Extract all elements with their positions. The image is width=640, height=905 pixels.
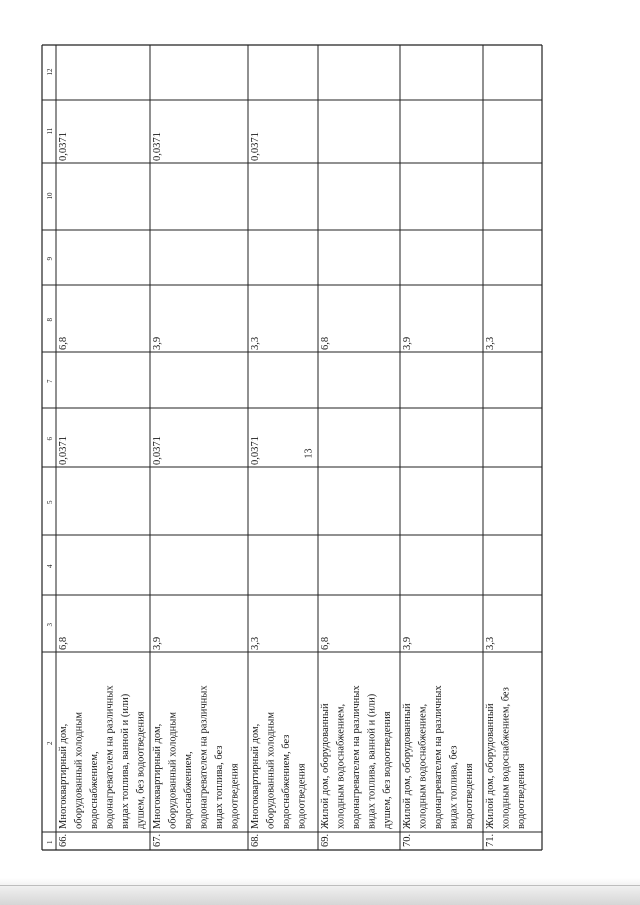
- row-description-line: водоотведения: [464, 763, 475, 829]
- row-description-line: душем, без водоотведения: [382, 711, 393, 829]
- scan-bottom-edge: [0, 878, 640, 905]
- row-description-line: Жилой дом, оборудованный: [402, 703, 413, 829]
- column-header: 6: [46, 437, 54, 441]
- row-description-line: Жилой дом, оборудованный: [320, 703, 331, 829]
- row-number: 67.: [152, 833, 163, 847]
- row-description-line: Многоквартирный дом,: [58, 723, 69, 829]
- column-header: 4: [46, 564, 54, 568]
- row-number: 69.: [320, 833, 331, 847]
- row-description-line: Жилой дом, оборудованный: [485, 703, 496, 829]
- row-description-line: водонагревателем на различных: [351, 685, 362, 829]
- row-description-line: холодным водоснабжением,: [335, 703, 347, 829]
- row-number: 66.: [58, 833, 69, 847]
- cell-value: 0,0371: [250, 436, 261, 465]
- cell-value: 0,0371: [58, 132, 69, 161]
- row-description-line: водонагревателем на различных: [104, 685, 116, 829]
- scan-bottom-line: [0, 885, 640, 886]
- row-description-line: водонагревателем на различных: [198, 685, 210, 829]
- cell-value: 0,0371: [250, 132, 261, 161]
- cell-value: 3,9: [402, 636, 413, 650]
- column-header: 8: [46, 318, 54, 322]
- cell-value: 3,9: [152, 336, 163, 350]
- row-description-line: видах топлива, без: [214, 745, 225, 829]
- cell-value: 3,3: [485, 336, 496, 350]
- row-number: 71.: [485, 833, 496, 847]
- row-description-line: оборудованный холодным: [167, 712, 179, 829]
- column-header: 2: [46, 741, 54, 745]
- row-description-line: душем, без водоотведения: [135, 711, 147, 829]
- column-header: 1: [46, 840, 54, 844]
- row-number: 70.: [402, 833, 413, 847]
- cell-value: 0,0371: [58, 436, 69, 465]
- column-header: 11: [46, 127, 54, 135]
- cell-value: 6,8: [320, 336, 331, 350]
- cell-value: 6,8: [58, 636, 69, 650]
- column-header: 3: [46, 623, 54, 627]
- row-description-line: Многоквартирный дом,: [152, 723, 163, 829]
- row-description-line: оборудованный холодным: [73, 712, 85, 829]
- column-header: 10: [46, 192, 54, 200]
- cell-value: 3,9: [402, 336, 413, 350]
- row-description-line: водоотведения: [229, 763, 241, 829]
- row-description-line: видах топлива, без: [448, 745, 460, 829]
- cell-value: 3,9: [152, 636, 163, 650]
- row-description-line: оборудованный холодным: [265, 712, 277, 829]
- cell-value: 3,3: [485, 636, 496, 650]
- cell-value: 6,8: [320, 636, 331, 650]
- column-header: 7: [46, 379, 54, 383]
- cell-value: 0,0371: [152, 132, 163, 161]
- row-description-line: холодным водоснабжением, без: [500, 687, 512, 829]
- row-description-line: водоотведения: [516, 763, 527, 829]
- column-header: 12: [46, 68, 54, 76]
- row-description-line: водоснабжением,: [89, 751, 100, 829]
- row-description-line: водонагревателем на различных: [433, 685, 444, 829]
- row-number: 68.: [250, 833, 261, 847]
- cell-value: 3,3: [250, 636, 261, 650]
- cell-value: 0,0371: [152, 436, 163, 465]
- row-description-line: Многоквартирный дом,: [250, 723, 261, 829]
- page-number: 13: [303, 448, 315, 459]
- row-description-line: видах топлива, ванной и (или): [366, 693, 378, 829]
- column-header: 5: [46, 500, 54, 504]
- row-description-line: водоснабжением,: [183, 751, 194, 829]
- column-header: 9: [46, 257, 54, 261]
- cell-value: 6,8: [58, 336, 69, 350]
- row-description-line: водоотведения: [296, 763, 308, 829]
- row-description-line: видах топлива, ванной и (или): [120, 693, 131, 829]
- row-description-line: водоснабжением, без: [281, 734, 292, 829]
- row-description-line: холодным водоснабжением,: [417, 703, 429, 829]
- cell-value: 3,3: [250, 336, 261, 350]
